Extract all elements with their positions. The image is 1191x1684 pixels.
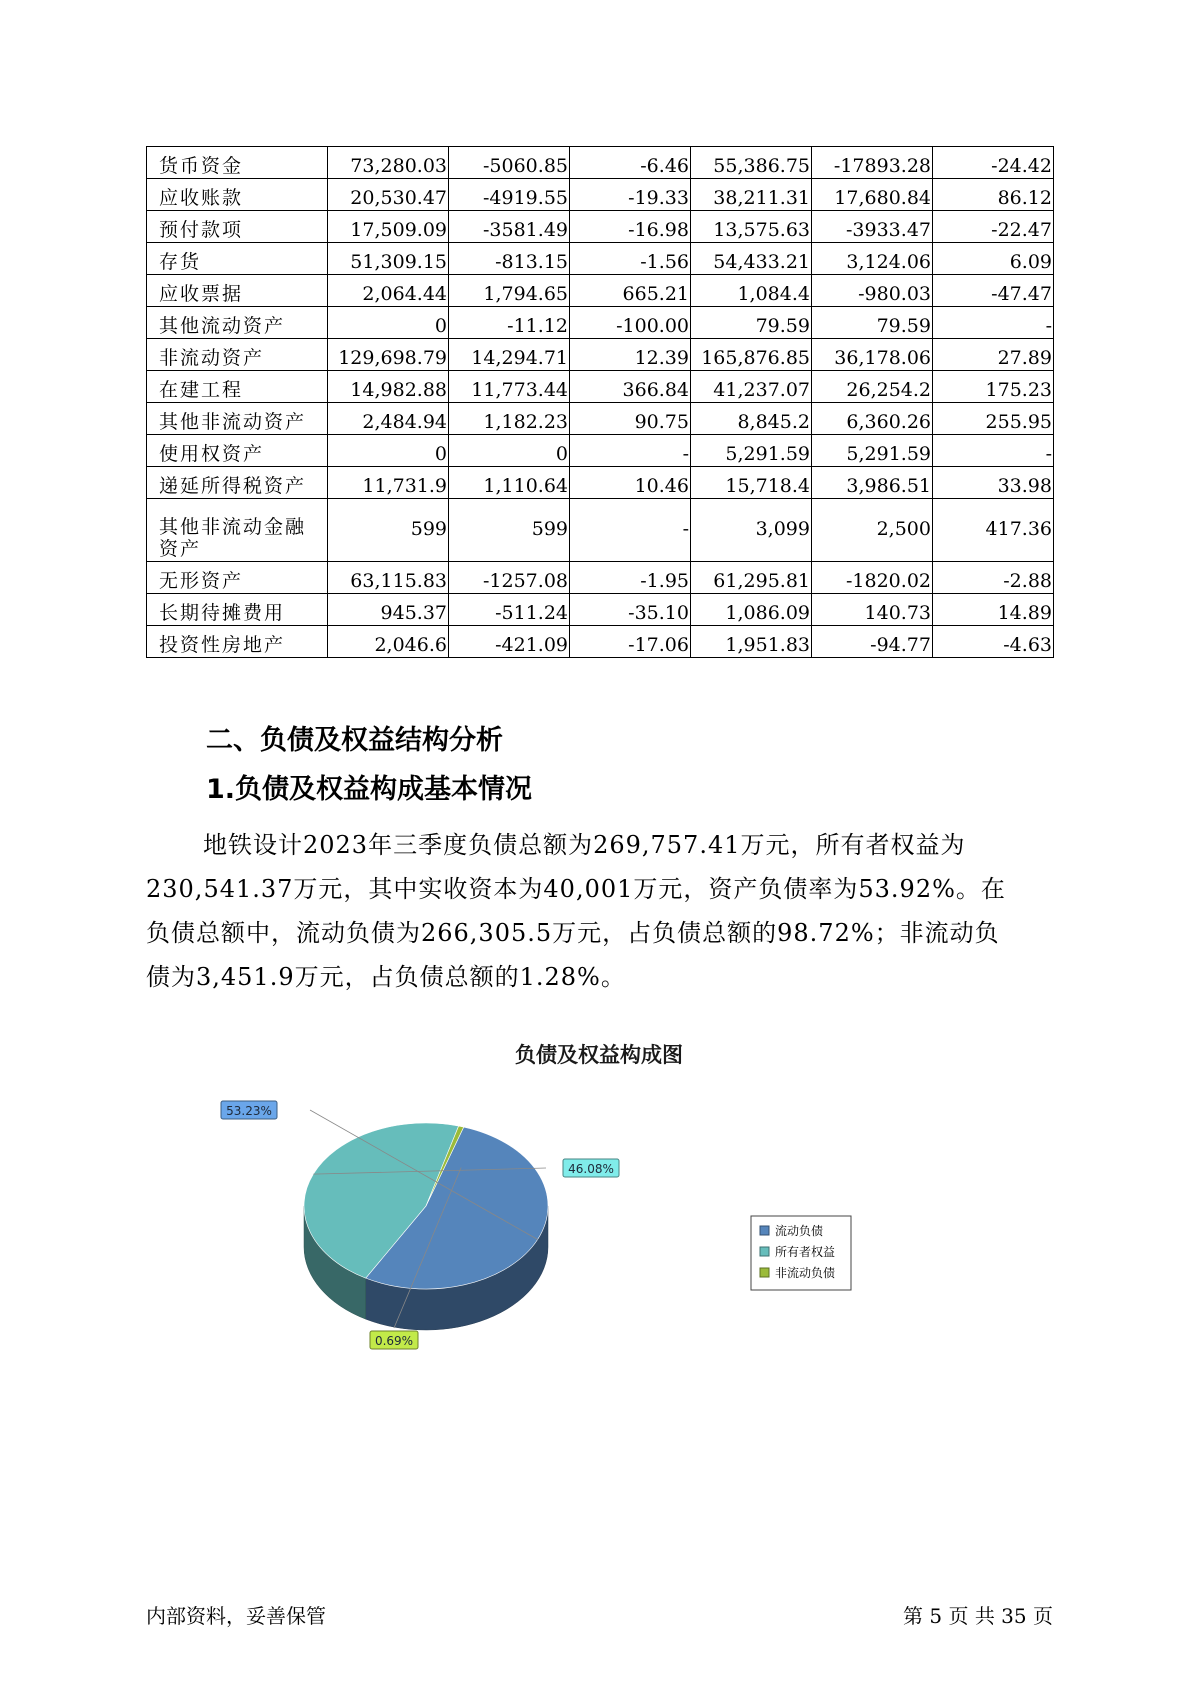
footer-page-number: 第 5 页 共 35 页: [903, 1604, 1053, 1628]
table-row: [147, 243, 1054, 275]
table-cell: 51,309.15: [328, 243, 449, 275]
table-cell: 129,698.79: [328, 339, 449, 371]
table-cell: 945.37: [328, 594, 449, 626]
table-cell: 17,680.84: [812, 179, 933, 211]
table-cell: 12.39: [570, 339, 691, 371]
table-cell: 36,178.06: [812, 339, 933, 371]
table-row: [147, 147, 1054, 179]
table-cell: 6.09: [933, 243, 1054, 275]
table-cell: 11,731.9: [328, 467, 449, 499]
table-cell: 665.21: [570, 275, 691, 307]
table-cell: -11.12: [449, 307, 570, 339]
table-cell: 63,115.83: [328, 562, 449, 594]
table-cell: 599: [449, 499, 570, 562]
table-cell: 38,211.31: [691, 179, 812, 211]
table-cell: -19.33: [570, 179, 691, 211]
table-cell: 0: [449, 435, 570, 467]
table-cell: 10.46: [570, 467, 691, 499]
table-cell: 3,986.51: [812, 467, 933, 499]
table-row: [147, 371, 1054, 403]
table-cell: 175.23: [933, 371, 1054, 403]
table-cell: 11,773.44: [449, 371, 570, 403]
table-cell: 366.84: [570, 371, 691, 403]
table-cell: -94.77: [812, 626, 933, 658]
table-cell: -1257.08: [449, 562, 570, 594]
table-cell: 26,254.2: [812, 371, 933, 403]
liability-equity-pie-chart: [146, 1028, 1053, 1388]
table-cell: -16.98: [570, 211, 691, 243]
svg-text:53.23%: 53.23%: [226, 1104, 272, 1118]
table-cell: 14,294.71: [449, 339, 570, 371]
table-cell: 5,291.59: [812, 435, 933, 467]
table-cell: 1,794.65: [449, 275, 570, 307]
table-cell: -100.00: [570, 307, 691, 339]
table-row: [147, 211, 1054, 243]
table-cell: 73,280.03: [328, 147, 449, 179]
legend-item-1: 流动负债: [775, 1224, 824, 1238]
chart-legend: [751, 1216, 851, 1290]
table-cell: 1,086.09: [691, 594, 812, 626]
table-cell: 17,509.09: [328, 211, 449, 243]
table-row: [147, 179, 1054, 211]
row-label: 货币资金: [147, 147, 328, 179]
row-label: 投资性房地产: [147, 626, 328, 658]
table-cell: -17893.28: [812, 147, 933, 179]
table-row: [147, 403, 1054, 435]
table-cell: -1820.02: [812, 562, 933, 594]
paragraph-line-1: 地铁设计2023年三季度负债总额为269,757.41万元，所有者权益为: [203, 831, 966, 859]
paragraph-line-3: 负债总额中，流动负债为266,305.5万元，占负债总额的98.72%；非流动负: [146, 919, 1000, 947]
table-cell: -: [570, 435, 691, 467]
table-cell: 14,982.88: [328, 371, 449, 403]
table-row: [147, 499, 1054, 562]
table-row: [147, 275, 1054, 307]
table-cell: -47.47: [933, 275, 1054, 307]
table-row: [147, 594, 1054, 626]
paragraph-line-2: 230,541.37万元，其中实收资本为40,001万元，资产负债率为53.92%。在: [146, 875, 1006, 903]
row-label: 非流动资产: [147, 339, 328, 371]
table-cell: 2,046.6: [328, 626, 449, 658]
row-label: 长期待摊费用: [147, 594, 328, 626]
table-row: [147, 467, 1054, 499]
table-cell: -: [933, 435, 1054, 467]
table-cell: 2,500: [812, 499, 933, 562]
table-cell: 140.73: [812, 594, 933, 626]
row-label: 存货: [147, 243, 328, 275]
section-heading: 二、负债及权益结构分析: [206, 725, 503, 756]
legend-item-2: 所有者权益: [775, 1245, 836, 1259]
legend-item-3: 非流动负债: [775, 1266, 836, 1280]
table-cell: 0: [328, 435, 449, 467]
row-label: 无形资产: [147, 562, 328, 594]
table-cell: -3581.49: [449, 211, 570, 243]
table-cell: -6.46: [570, 147, 691, 179]
table-cell: 61,295.81: [691, 562, 812, 594]
row-label: 预付款项: [147, 211, 328, 243]
subsection-heading: 1.负债及权益构成基本情况: [206, 774, 533, 805]
table-cell: 6,360.26: [812, 403, 933, 435]
svg-text:46.08%: 46.08%: [568, 1162, 614, 1176]
row-label: 应收票据: [147, 275, 328, 307]
row-label: 其他非流动资产: [147, 403, 328, 435]
table-cell: -980.03: [812, 275, 933, 307]
table-cell: 15,718.4: [691, 467, 812, 499]
row-label: 应收账款: [147, 179, 328, 211]
table-cell: -22.47: [933, 211, 1054, 243]
table-cell: -1.95: [570, 562, 691, 594]
table-cell: 14.89: [933, 594, 1054, 626]
legend-swatch-2: [760, 1247, 769, 1256]
table-cell: 90.75: [570, 403, 691, 435]
table-cell: 55,386.75: [691, 147, 812, 179]
footer-confidential: 内部资料，妥善保管: [146, 1604, 326, 1628]
table-cell: 86.12: [933, 179, 1054, 211]
table-cell: 3,099: [691, 499, 812, 562]
asset-change-table: [146, 146, 1054, 658]
table-cell: 1,182.23: [449, 403, 570, 435]
table-cell: 27.89: [933, 339, 1054, 371]
table-cell: 41,237.07: [691, 371, 812, 403]
table-cell: -4.63: [933, 626, 1054, 658]
legend-swatch-1: [760, 1226, 769, 1235]
table-cell: 54,433.21: [691, 243, 812, 275]
table-cell: 255.95: [933, 403, 1054, 435]
table-cell: 13,575.63: [691, 211, 812, 243]
row-label: 递延所得税资产: [147, 467, 328, 499]
table-cell: 8,845.2: [691, 403, 812, 435]
table-cell: -5060.85: [449, 147, 570, 179]
table-cell: 417.36: [933, 499, 1054, 562]
table-cell: 1,084.4: [691, 275, 812, 307]
table-cell: 79.59: [691, 307, 812, 339]
legend-swatch-3: [760, 1268, 769, 1277]
table-cell: -511.24: [449, 594, 570, 626]
paragraph-line-4: 债为3,451.9万元，占负债总额的1.28%。: [146, 963, 626, 991]
table-cell: 1,951.83: [691, 626, 812, 658]
table-cell: 33.98: [933, 467, 1054, 499]
table-cell: -17.06: [570, 626, 691, 658]
table-row: [147, 626, 1054, 658]
table-cell: -: [570, 499, 691, 562]
table-cell: 3,124.06: [812, 243, 933, 275]
chart-title: 负债及权益构成图: [515, 1043, 683, 1067]
table-cell: -3933.47: [812, 211, 933, 243]
table-cell: -813.15: [449, 243, 570, 275]
row-label: 在建工程: [147, 371, 328, 403]
table-cell: -2.88: [933, 562, 1054, 594]
table-cell: 79.59: [812, 307, 933, 339]
table-cell: -4919.55: [449, 179, 570, 211]
table-row: [147, 339, 1054, 371]
table-row: [147, 435, 1054, 467]
table-row: [147, 562, 1054, 594]
table-cell: 599: [328, 499, 449, 562]
table-cell: 0: [328, 307, 449, 339]
table-cell: -24.42: [933, 147, 1054, 179]
table-cell: -: [933, 307, 1054, 339]
table-cell: -1.56: [570, 243, 691, 275]
row-label: 其他流动资产: [147, 307, 328, 339]
table-row: [147, 307, 1054, 339]
table-cell: 5,291.59: [691, 435, 812, 467]
svg-text:0.69%: 0.69%: [374, 1334, 414, 1348]
row-label: 使用权资产: [147, 435, 328, 467]
table-cell: 20,530.47: [328, 179, 449, 211]
table-cell: -421.09: [449, 626, 570, 658]
row-label: 其他非流动金融资产: [147, 499, 328, 562]
table-cell: 165,876.85: [691, 339, 812, 371]
table-cell: 1,110.64: [449, 467, 570, 499]
table-cell: 2,484.94: [328, 403, 449, 435]
table-cell: 2,064.44: [328, 275, 449, 307]
table-cell: -35.10: [570, 594, 691, 626]
